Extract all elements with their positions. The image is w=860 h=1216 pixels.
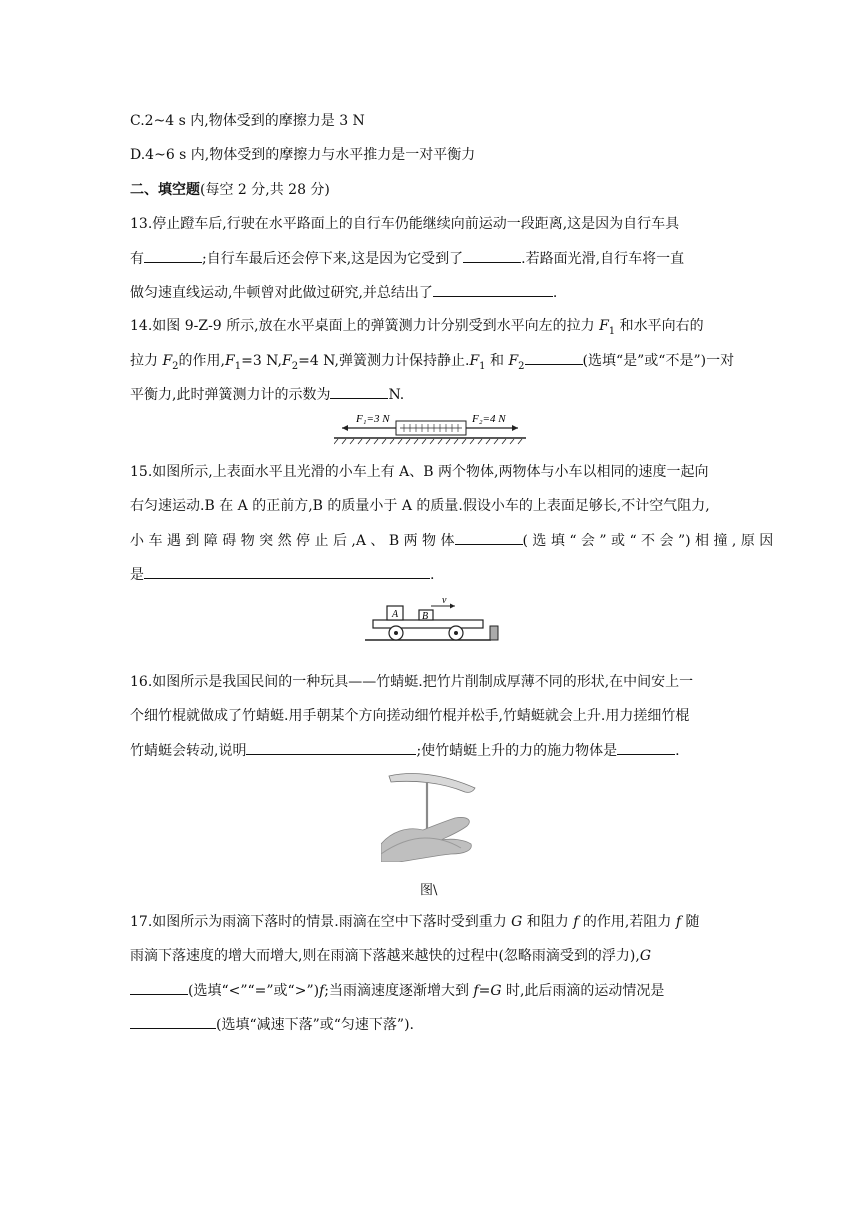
var-g: G — [511, 914, 523, 930]
answer-blank[interactable] — [130, 1014, 216, 1029]
q17-line-3 — [130, 980, 664, 1001]
option-c: C.2~4 s 内,物体受到的摩擦力是 3 N — [130, 113, 365, 129]
answer-blank[interactable] — [463, 248, 521, 263]
q17-line-4 — [130, 1014, 414, 1035]
section-heading — [130, 180, 330, 200]
bamboo-dragonfly-figure — [381, 770, 477, 862]
q13-text-b: ;自行车最后还会停下来,这是因为它受到了 — [202, 251, 464, 267]
q17-text-c: 的作用,若阻力 — [578, 914, 676, 930]
velocity-label: v — [442, 596, 447, 606]
block-a-label: A — [392, 609, 399, 620]
answer-blank[interactable] — [330, 384, 388, 399]
force-symbol: F — [599, 318, 609, 334]
q15-text-d: . — [430, 567, 435, 583]
q15-line-2: 右匀速运动.B 在 A 的正前方,B 的质量小于 A 的质量.假设小车的上表面足够长,不计空气阻力, — [130, 498, 710, 514]
q16-text-b: ;使竹蜻蜓上升的力的施力物体是 — [416, 743, 618, 759]
q17-text-f: (选填“<”“=”或“>”) — [188, 983, 320, 999]
q17-line-1 — [130, 912, 699, 932]
f2-label: F₂=4 N — [472, 413, 506, 425]
q17-text-g: ;当雨滴速度逐渐增大到 — [324, 983, 474, 999]
q15-line-1: 15.如图所示,上表面水平且光滑的小车上有 A、B 两个物体,两物体与小车以相同的速度一起向 — [130, 464, 709, 480]
q13-line-2 — [130, 248, 684, 269]
section-title: 二、填空题 — [130, 182, 200, 198]
q17-text-e: 雨滴下落速度的增大而增大,则在雨滴下落越来越快的过程中(忽略雨滴受到的浮力), — [130, 948, 640, 964]
q15-text-b: ( 选 填 “ 会 ” 或 “ 不 会 ”) 相 撞 , 原 因 — [522, 533, 774, 549]
q14-text-e: =3 N, — [241, 353, 282, 369]
answer-blank[interactable] — [246, 740, 416, 755]
answer-blank[interactable] — [144, 564, 430, 579]
q16-text-c: . — [675, 743, 680, 759]
spring-scale-figure — [334, 412, 528, 446]
subscript: 1 — [608, 325, 616, 337]
answer-blank[interactable] — [433, 282, 553, 297]
q16-line-1: 16.如图所示是我国民间的一种玩具——竹蜻蜓.把竹片削制成厚薄不同的形状,在中间安上一 — [130, 674, 694, 690]
answer-blank[interactable] — [455, 530, 523, 545]
q15-text-a: 小 车 遇 到 障 碍 物 突 然 停 止 后 ,A 、 B 两 物 体 — [130, 533, 455, 549]
force-symbol: F — [225, 353, 235, 369]
section-note: (每空 2 分,共 28 分) — [200, 182, 330, 198]
figure-caption: 图\ — [420, 883, 438, 898]
answer-blank[interactable] — [525, 350, 583, 365]
q17-text-i: (选填“减速下落”或“匀速下落”). — [216, 1017, 415, 1033]
q14-text-b: 和水平向右的 — [619, 318, 704, 334]
q14-line-1 — [130, 316, 704, 342]
q15-text-c: 是 — [130, 567, 144, 583]
q13-line-1: 13.停止蹬车后,行驶在水平路面上的自行车仍能继续向前运动一段距离,这是因为自行车具 — [130, 216, 680, 232]
q17-text-b: 和阻力 — [522, 914, 574, 930]
q15-line-3 — [130, 530, 773, 551]
q13-text-c: .若路面光滑,自行车将一直 — [521, 251, 685, 267]
force-symbol: F — [162, 353, 173, 369]
q14-line-3 — [130, 384, 404, 405]
answer-blank[interactable] — [617, 740, 675, 755]
subscript: 2 — [291, 360, 299, 372]
var-f-eq-g: f=G — [473, 983, 502, 999]
subscript: 1 — [234, 360, 242, 372]
q14-text-f: =4 N,弹簧测力计保持静止. — [298, 353, 470, 369]
q14-text-d: 的作用, — [178, 353, 225, 369]
q14-text-h: (选填“是”或“不是”)一对 — [582, 353, 735, 369]
q17-line-2 — [130, 946, 651, 966]
q16-text-a: 竹蜻蜓会转动,说明 — [130, 743, 247, 759]
var-f: f — [319, 983, 325, 999]
q15-line-4 — [130, 564, 434, 585]
q14-text-i: 平衡力,此时弹簧测力计的示数为 — [130, 387, 331, 403]
option-d: D.4~6 s 内,物体受到的摩擦力与水平推力是一对平衡力 — [130, 147, 476, 163]
force-symbol: F — [282, 353, 292, 369]
answer-blank[interactable] — [144, 248, 202, 263]
answer-blank[interactable] — [130, 980, 188, 995]
q17-text-d: 随 — [681, 914, 700, 930]
obstacle — [490, 626, 498, 640]
var-g: G — [639, 948, 652, 964]
q17-text-a: 17.如图所示为雨滴下落时的情景.雨滴在空中下落时受到重力 — [130, 914, 512, 930]
force-symbol: F — [508, 353, 519, 369]
q14-text-a: 14.如图 9-Z-9 所示,放在水平桌面上的弹簧测力计分别受到水平向左的拉力 — [130, 318, 600, 334]
cart-figure — [365, 596, 501, 646]
q13-text-a: 有 — [130, 251, 144, 267]
q14-text-c: 拉力 — [130, 353, 163, 369]
q14-text-j: N. — [388, 387, 405, 403]
subscript: 2 — [172, 360, 179, 372]
subscript: 1 — [479, 360, 486, 372]
q13-line-3 — [130, 282, 557, 303]
var-f: f — [675, 914, 681, 930]
q13-text-d: 做匀速直线运动,牛顿曾对此做过研究,并总结出了 — [130, 285, 433, 301]
q14-line-2 — [130, 350, 734, 377]
force-symbol: F — [469, 353, 480, 369]
q13-text-e: . — [552, 285, 558, 301]
block-b-label: B — [422, 611, 429, 622]
subscript: 2 — [518, 360, 525, 372]
var-f: f — [573, 914, 579, 930]
q16-line-3 — [130, 740, 680, 761]
q16-line-2: 个细竹棍就做成了竹蜻蜓.用手朝某个方向搓动细竹棍并松手,竹蜻蜓就会上升.用力搓细竹棍 — [130, 708, 690, 724]
f1-label: F₁=3 N — [356, 413, 390, 425]
q14-text-g: 和 — [489, 353, 509, 369]
q17-text-h: 时,此后雨滴的运动情况是 — [501, 983, 665, 999]
